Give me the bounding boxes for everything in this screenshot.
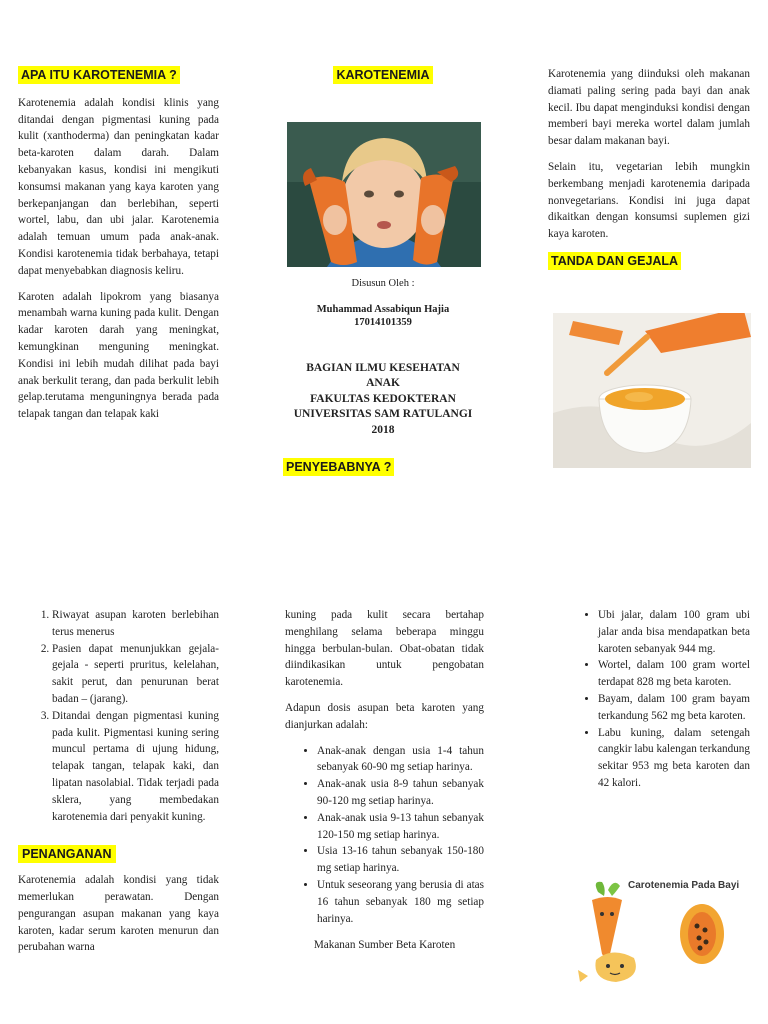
treatment-paragraph-2: kuning pada kulit secara bertahap menghilang selama beberapa minggu hingga berbulan-bulan. Obat-obatan tidak diindikasikan untuk pengobatan karotenemia. [285, 609, 484, 689]
treatment-paragraph-1: Karotenemia adalah kondisi yang tidak memerlukan perawatan. Dengan pengurangan asupan makanan yang kaya karoten, kadar serum karoten menurun dan perubahan warna [18, 874, 219, 954]
column-cover-credits [283, 276, 483, 438]
symptom-item-1: 1. Riwayat asupan karoten berlebihan terus menerus [52, 607, 219, 641]
heading-what-is: APA ITU KAROTENEMIA ? [18, 66, 180, 84]
column-symptoms-list [18, 607, 219, 965]
carotenemia-infant-illustration [572, 870, 752, 990]
column-dosage [285, 607, 484, 954]
heading-treatment: PENANGANAN [18, 845, 116, 863]
column-cause-text [548, 66, 750, 271]
heading-cause: PENYEBABNYA ? [283, 458, 394, 476]
column-what-is [18, 66, 219, 432]
food-item-carrot: • Wortel, dalam 100 gram wortel terdapat 828 mg beta karoten. [598, 657, 750, 691]
illustration-title: Carotenemia Pada Bayi [628, 880, 740, 891]
cause-heading-wrap [283, 458, 483, 477]
cover-photo-child-carrots [287, 122, 481, 267]
institution-line-4: UNIVERSITAS SAM RATULANGI [293, 408, 473, 421]
food-item-pumpkin: • Labu kuning, dalam setengah cangkir labu kalengan terkandung sekitar 953 mg beta karoten dan 42 kalori. [598, 725, 750, 792]
dosage-item-3: • Anak-anak usia 9-13 tahun sebanyak 120-150 mg setiap harinya. [317, 810, 484, 844]
institution-line-2: ANAK [366, 377, 400, 390]
cover-title: KAROTENEMIA [333, 66, 432, 84]
prepared-by-label: Disusun Oleh : [351, 278, 415, 289]
dosage-item-1: • Anak-anak dengan usia 1-4 tahun sebanyak 60-90 mg setiap harinya. [317, 743, 484, 777]
baby-food-bowl-image [553, 313, 751, 468]
author-id: 17014101359 [354, 316, 412, 328]
institution-line-3: FAKULTAS KEDOKTERAN [310, 392, 456, 405]
dosage-intro: Adapun dosis asupan beta karoten yang dianjurkan adalah: [285, 701, 484, 731]
symptom-item-3: 3. Ditandai dengan pigmentasi kuning pada kulit. Pigmentasi kuning sering muncul pertama di ujung hidung, telapak tangan, telapak kaki, dan lipatan nasolabial. Tidak terjadi pada sklera, yang membedakan karotenemia dari penyakit kuning. [52, 708, 219, 826]
dosage-item-5: • Untuk seseorang yang berusia di atas 16 tahun sebanyak 180 mg setiap harinya. [317, 877, 484, 927]
cause-paragraph-1: Karotenemia yang diinduksi oleh makanan diamati paling sering pada bayi dan anak kecil. Ibu dapat menginduksi kondisi dengan memberi bayi mereka wortel dalam jumlah besar dalam makanan bayi. [548, 68, 750, 148]
dosage-item-2: • Anak-anak usia 8-9 tahun sebanyak 90-120 mg setiap harinya. [317, 776, 484, 810]
food-sources-heading: Makanan Sumber Beta Karoten [313, 939, 456, 952]
institution-line-1: BAGIAN ILMU KESEHATAN [306, 361, 460, 374]
institution-line-5: 2018 [371, 423, 395, 436]
what-is-paragraph-1: Karotenemia adalah kondisi klinis yang ditandai dengan pigmentasi kuning pada kulit (xanthoderma) dan peningkatan kadar beta-karoten dalam darah. Dalam kebanyakan kasus, kondisi ini mengikuti konsumsi makanan yang kaya karoten yang berkepanjangan dan berlebihan, seperti wortel, labu, dan ubi jalar. Karotenemia adalah temuan umum pada anak-anak. Kondisi karotenemia tidak berbahaya, tetapi dapat menyebabkan diagnosis keliru. [18, 96, 219, 277]
dosage-item-4: • Usia 13-16 tahun sebanyak 150-180 mg setiap harinya. [317, 843, 484, 877]
baby-food-photo [553, 313, 751, 468]
column-cover [283, 66, 483, 99]
column-food-sources [566, 607, 750, 792]
what-is-paragraph-2: Karoten adalah lipokrom yang biasanya menambah warna kuning pada kulit. Dengan kadar karoten darah yang meningkat, kemungkinan menguning meningkat. Kondisi ini lebih mudah dilihat pada bayi anak berkulit terang, dan pada berkulit lebih gelap.terutama menguningnya berada pada telapak tangan dan telapak kaki [18, 290, 219, 421]
food-item-spinach: • Bayam, dalam 100 gram bayam terkandung 562 mg beta karoten. [598, 691, 750, 725]
heading-signs-symptoms: TANDA DAN GEJALA [548, 252, 681, 270]
author-name: Muhammad Assabiqun Hajia [316, 303, 450, 315]
food-item-sweet-potato: • Ubi jalar, dalam 100 gram ubi jalar anda bisa mendapatkan beta karoten sebanyak 944 mg. [598, 607, 750, 657]
symptom-item-2: 2. Pasien dapat menunjukkan gejala-gejala - seperti pruritus, kelelahan, sakit perut, dan penurunan berat badan – (jarang). [52, 641, 219, 708]
cause-paragraph-2: Selain itu, vegetarian lebih mungkin berkembang menjadi karotenemia daripada nonvegetarians. Kondisi ini juga dapat dikaitkan dengan konsumsi suplemen gizi kaya karoten. [548, 160, 750, 241]
child-carrots-image [287, 122, 481, 267]
